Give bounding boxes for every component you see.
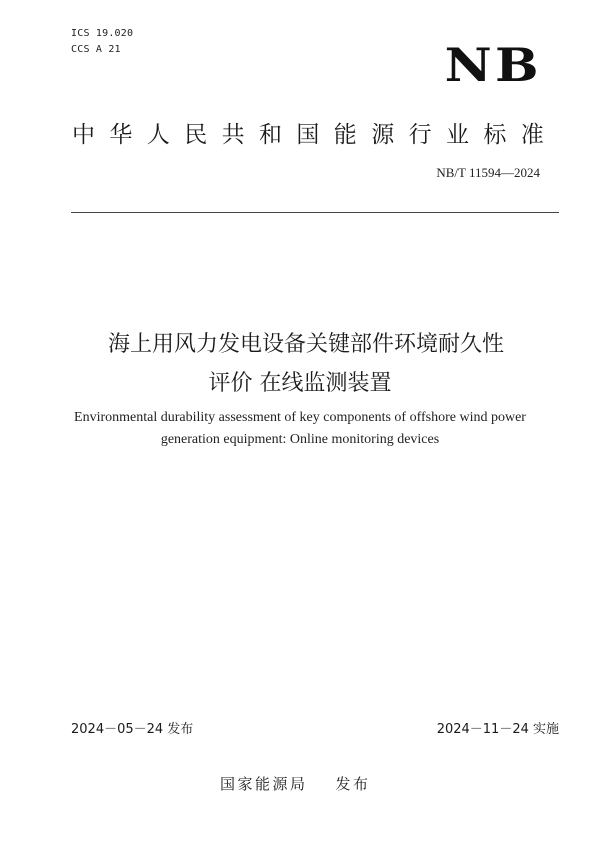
ics-code: ICS 19.020 <box>71 28 134 39</box>
issuer-name: 国家能源局 <box>220 775 308 793</box>
standard-category-title: 中华人民共和国能源行业标准 <box>72 122 559 148</box>
english-title-line-1: Environmental durability assessment of key components of offshore wind power <box>74 410 526 425</box>
english-title-line-2: generation equipment: Online monitoring devices <box>160 432 440 447</box>
chinese-title-line-2: 评价 在线监测装置 <box>208 371 392 396</box>
nb-logo: NB <box>444 38 542 92</box>
implementation-date: 2024－11－24 实施 <box>436 722 559 737</box>
publication-date: 2024－05－24 发布 <box>71 722 194 737</box>
standard-number: NB/T 11594—2024 <box>436 165 540 180</box>
header-divider <box>71 212 559 213</box>
issuer-line <box>220 773 371 794</box>
ccs-code: CCS A 21 <box>71 44 121 55</box>
chinese-title-line-1: 海上用风力发电设备关键部件环境耐久性 <box>107 332 504 357</box>
issuer-action: 发布 <box>335 775 371 793</box>
